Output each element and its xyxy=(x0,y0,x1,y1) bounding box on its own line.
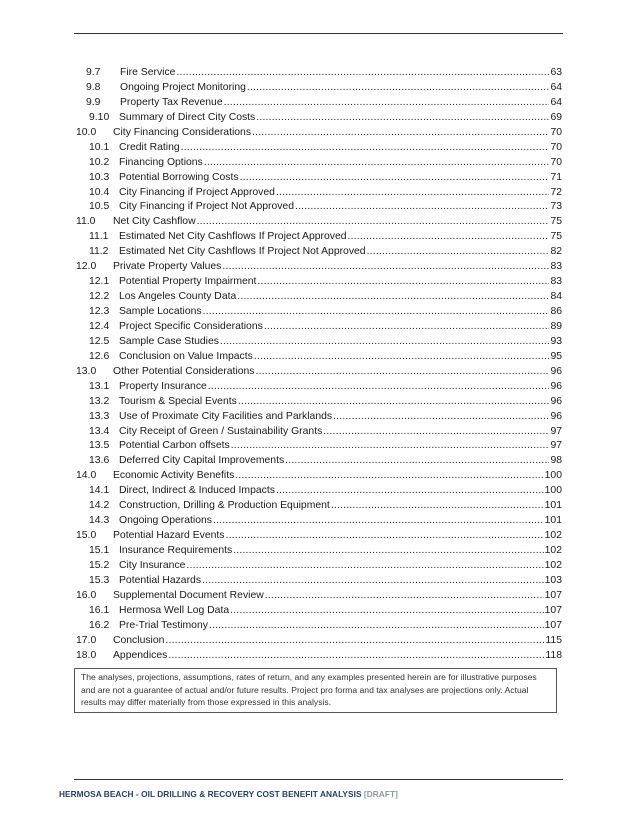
toc-entry-title: City Financing Considerations xyxy=(113,126,252,138)
toc-entry-page: 95 xyxy=(550,350,562,362)
toc-entry[interactable] xyxy=(76,186,562,201)
toc-entry-number: 13.5 xyxy=(89,440,110,452)
toc-entry-title: Private Property Values xyxy=(113,261,222,273)
toc-dot-leader xyxy=(240,171,550,186)
toc-entry-title: Direct, Indirect & Induced Impacts xyxy=(119,485,275,497)
toc-entry[interactable] xyxy=(76,499,562,514)
toc-entry-title: City Financing if Project Not Approved xyxy=(119,201,294,213)
toc-entry-title: Deferred City Capital Improvements xyxy=(119,455,285,467)
toc-entry-page: 118 xyxy=(545,649,562,661)
toc-entry[interactable] xyxy=(76,171,562,186)
toc-entry-number: 11.2 xyxy=(89,246,109,258)
toc-dot-leader xyxy=(323,425,549,440)
toc-entry-page: 107 xyxy=(544,604,562,616)
toc-dot-leader xyxy=(197,215,550,230)
toc-entry-title: Potential Property Impairment xyxy=(119,276,257,288)
toc-entry-page: 69 xyxy=(550,111,562,123)
toc-entry[interactable] xyxy=(76,335,562,350)
toc-entry-title: Sample Locations xyxy=(119,306,202,317)
toc-entry-page: 75 xyxy=(550,216,562,228)
toc-entry-page: 102 xyxy=(544,559,562,571)
toc-dot-leader xyxy=(276,484,544,499)
toc-entry-page: 72 xyxy=(550,186,562,198)
toc-entry-page: 96 xyxy=(550,395,562,407)
toc-entry-title: Use of Proximate City Facilities and Parklands xyxy=(119,410,333,422)
toc-entry-title: Pre-Trial Testimony xyxy=(119,619,208,631)
toc-entry-number: 9.8 xyxy=(86,81,101,93)
toc-entry-number: 17.0 xyxy=(76,634,97,646)
toc-dot-leader xyxy=(256,365,550,380)
footer-rule xyxy=(74,779,563,780)
toc-entry-title: Ongoing Operations xyxy=(119,515,212,527)
toc-entry-title: City Receipt of Green / Sustainability Grants xyxy=(119,425,323,437)
toc-entry-page: 101 xyxy=(544,500,562,512)
toc-entry-number: 13.0 xyxy=(76,365,97,377)
toc-entry-title: Property Tax Revenue xyxy=(120,96,223,108)
toc-dot-leader xyxy=(331,499,544,514)
toc-dot-leader xyxy=(225,529,543,544)
toc-entry[interactable] xyxy=(76,111,562,126)
toc-entry-number: 9.9 xyxy=(86,96,101,108)
toc-entry[interactable] xyxy=(76,514,562,529)
toc-entry-number: 12.0 xyxy=(76,261,97,273)
toc-dot-leader xyxy=(238,395,550,410)
toc-entry-number: 12.1 xyxy=(89,276,110,288)
toc-entry-number: 14.0 xyxy=(76,470,97,482)
toc-entry[interactable] xyxy=(76,200,562,215)
toc-entry[interactable] xyxy=(76,66,562,81)
toc-entry-page: 102 xyxy=(544,530,562,542)
toc-entry-title: Insurance Requirements xyxy=(119,545,233,556)
toc-entry[interactable] xyxy=(76,245,562,260)
toc-entry-title: Estimated Net City Cashflows If Project Approved xyxy=(119,231,347,243)
toc-entry-title: Conclusion xyxy=(113,634,165,646)
toc-entry-number: 14.2 xyxy=(89,500,110,512)
toc-entry[interactable] xyxy=(76,395,562,410)
toc-entry-title: Conclusion on Value Impacts xyxy=(119,350,253,362)
toc-entry-title: Property Insurance xyxy=(119,380,207,392)
toc-entry-number: 10.2 xyxy=(89,156,110,168)
toc-dot-leader xyxy=(224,96,550,111)
toc-entry-page: 82 xyxy=(550,246,562,258)
toc-entry-title: City Insurance xyxy=(119,559,186,571)
toc-entry-number: 16.2 xyxy=(89,619,110,631)
toc-entry-title: Project Specific Considerations xyxy=(119,320,263,332)
toc-dot-leader xyxy=(233,544,543,559)
toc-dot-leader xyxy=(252,126,549,141)
toc-entry-title: Financing Options xyxy=(119,156,203,168)
toc-entry-number: 12.3 xyxy=(89,306,110,317)
toc-entry[interactable] xyxy=(76,81,562,96)
toc-entry-number: 18.0 xyxy=(76,649,97,661)
toc-entry[interactable] xyxy=(76,634,562,649)
toc-entry-number: 12.6 xyxy=(89,350,110,362)
toc-entry-title: Credit Rating xyxy=(119,141,180,153)
toc-dot-leader xyxy=(220,335,550,350)
header-rule xyxy=(74,33,563,34)
toc-entry-number: 16.0 xyxy=(76,589,97,601)
toc-entry-page: 83 xyxy=(550,276,562,288)
toc-entry-number: 10.0 xyxy=(76,126,97,138)
toc-entry-title: Summary of Direct City Costs xyxy=(119,111,256,123)
toc-entry-page: 75 xyxy=(550,231,562,243)
toc-dot-leader xyxy=(213,514,544,529)
toc-entry-page: 102 xyxy=(544,545,562,556)
toc-entry[interactable] xyxy=(76,425,562,440)
toc-entry[interactable] xyxy=(76,619,562,634)
toc-entry-title: Hermosa Well Log Data xyxy=(119,604,230,616)
toc-entry-number: 11.1 xyxy=(89,231,109,243)
toc-entry[interactable] xyxy=(76,439,562,454)
toc-entry-page: 100 xyxy=(544,485,562,497)
toc-dot-leader xyxy=(333,410,549,425)
toc-entry-title: City Financing if Project Approved xyxy=(119,186,275,198)
toc-entry-number: 15.1 xyxy=(89,545,110,556)
toc-entry-page: 64 xyxy=(550,81,562,93)
toc-entry[interactable] xyxy=(76,320,562,335)
table-of-contents xyxy=(76,66,562,664)
toc-dot-leader xyxy=(256,111,549,126)
toc-entry[interactable] xyxy=(76,380,562,395)
toc-entry[interactable] xyxy=(76,260,562,275)
toc-entry-page: 107 xyxy=(544,619,562,631)
toc-entry-title: Economic Activity Benefits xyxy=(113,470,235,482)
toc-dot-leader xyxy=(231,439,550,454)
toc-entry-title: Potential Carbon offsets xyxy=(119,440,230,452)
toc-entry[interactable] xyxy=(76,529,562,544)
toc-dot-leader xyxy=(264,320,550,335)
toc-dot-leader xyxy=(295,200,549,215)
toc-entry-number: 16.1 xyxy=(89,604,110,616)
toc-entry-page: 97 xyxy=(550,425,562,437)
toc-entry-title: Net City Cashflow xyxy=(113,216,196,228)
toc-dot-leader xyxy=(265,589,544,604)
toc-entry[interactable] xyxy=(76,350,562,365)
toc-entry-number: 13.4 xyxy=(89,425,110,437)
toc-entry[interactable] xyxy=(76,469,562,484)
toc-entry[interactable] xyxy=(76,215,562,230)
toc-entry-number: 14.1 xyxy=(89,485,110,497)
toc-entry-title: Potential Hazard Events xyxy=(113,530,225,542)
toc-entry[interactable] xyxy=(76,604,562,619)
disclaimer-box xyxy=(74,668,557,713)
toc-entry[interactable] xyxy=(76,96,562,111)
toc-entry[interactable] xyxy=(76,126,562,141)
toc-entry-title: Other Potential Considerations xyxy=(113,365,255,377)
toc-entry[interactable] xyxy=(76,156,562,171)
toc-entry-page: 103 xyxy=(544,574,562,586)
toc-entry-number: 12.2 xyxy=(89,291,110,303)
toc-entry-title: Construction, Drilling & Production Equipment xyxy=(119,500,330,512)
toc-entry[interactable] xyxy=(76,290,562,305)
toc-entry[interactable] xyxy=(76,365,562,380)
toc-entry[interactable] xyxy=(76,275,562,290)
toc-entry-number: 12.4 xyxy=(89,320,110,332)
toc-entry-title: Potential Borrowing Costs xyxy=(119,171,239,183)
toc-entry-title: Fire Service xyxy=(120,67,176,78)
toc-dot-leader xyxy=(367,245,550,260)
toc-entry-title: Sample Case Studies xyxy=(119,335,219,347)
toc-dot-leader xyxy=(276,186,550,201)
toc-dot-leader xyxy=(209,619,544,634)
toc-entry[interactable] xyxy=(76,230,562,245)
toc-entry[interactable] xyxy=(76,141,562,156)
footer-title: HERMOSA BEACH - OIL DRILLING & RECOVERY COST BENEFIT ANALYSIS xyxy=(59,789,362,799)
toc-entry-page: 96 xyxy=(550,365,562,377)
toc-entry[interactable] xyxy=(76,484,562,499)
toc-dot-leader xyxy=(204,156,550,171)
toc-entry[interactable] xyxy=(76,574,562,589)
toc-entry-number: 9.7 xyxy=(86,67,101,78)
toc-entry[interactable] xyxy=(76,649,562,664)
toc-entry-page: 96 xyxy=(550,410,562,422)
toc-entry-page: 100 xyxy=(544,470,562,482)
toc-entry-title: Los Angeles County Data xyxy=(119,291,237,303)
toc-entry-number: 11.0 xyxy=(76,216,96,228)
toc-entry-page: 96 xyxy=(550,380,562,392)
disclaimer-text: The analyses, projections, assumptions, rates of return, and any examples presented herein are for illustrative purposes and are not a guarantee of actual and/or future results. Project pro forma and tax analyses are projections only. Actual results may differ materially from those expressed in this analysis. xyxy=(81,672,537,707)
toc-entry-number: 15.0 xyxy=(76,530,97,542)
toc-dot-leader xyxy=(348,230,550,245)
toc-entry-page: 73 xyxy=(550,201,562,213)
toc-entry-page: 64 xyxy=(550,96,562,108)
toc-entry-title: Supplemental Document Review xyxy=(113,589,264,601)
toc-dot-leader xyxy=(254,350,550,365)
toc-dot-leader xyxy=(176,66,549,81)
toc-dot-leader xyxy=(186,559,543,574)
toc-entry[interactable] xyxy=(76,559,562,574)
toc-entry-title: Potential Hazards xyxy=(119,574,202,586)
toc-entry-number: 14.3 xyxy=(89,515,110,527)
toc-entry-number: 10.5 xyxy=(89,201,110,213)
toc-entry-title: Appendices xyxy=(113,649,168,661)
toc-dot-leader xyxy=(181,141,550,156)
page-footer xyxy=(59,789,398,799)
toc-dot-leader xyxy=(165,634,544,649)
toc-entry-number: 15.3 xyxy=(89,574,110,586)
toc-dot-leader xyxy=(230,604,544,619)
toc-dot-leader xyxy=(257,275,549,290)
toc-dot-leader xyxy=(247,81,550,96)
toc-entry-title: Tourism & Special Events xyxy=(119,395,237,407)
toc-entry-number: 10.1 xyxy=(89,141,110,153)
toc-dot-leader xyxy=(285,454,549,469)
toc-entry-page: 97 xyxy=(550,440,562,452)
toc-dot-leader xyxy=(202,574,544,589)
toc-entry-page: 98 xyxy=(550,455,562,467)
toc-entry-page: 86 xyxy=(550,306,562,317)
toc-dot-leader xyxy=(237,290,549,305)
footer-draft-tag: [DRAFT] xyxy=(363,789,398,799)
toc-entry-number: 13.3 xyxy=(89,410,110,422)
toc-entry-page: 107 xyxy=(544,589,562,601)
toc-entry-page: 101 xyxy=(544,515,562,527)
toc-entry[interactable] xyxy=(76,544,562,559)
toc-dot-leader xyxy=(208,380,550,395)
toc-entry-number: 15.2 xyxy=(89,559,110,571)
toc-entry-number: 10.4 xyxy=(89,186,110,198)
toc-entry-number: 13.2 xyxy=(89,395,110,407)
toc-entry[interactable] xyxy=(76,305,562,320)
toc-entry-page: 83 xyxy=(550,261,562,273)
toc-entry-number: 10.3 xyxy=(89,171,110,183)
toc-entry-page: 70 xyxy=(550,141,562,153)
toc-entry-number: 13.1 xyxy=(89,380,110,392)
toc-dot-leader xyxy=(235,469,543,484)
toc-entry-number: 9.10 xyxy=(89,111,110,123)
toc-entry-page: 84 xyxy=(550,291,562,303)
toc-entry-page: 115 xyxy=(545,634,562,646)
toc-entry-page: 93 xyxy=(550,335,562,347)
toc-entry-page: 70 xyxy=(550,156,562,168)
toc-entry-number: 12.5 xyxy=(89,335,110,347)
toc-dot-leader xyxy=(168,649,544,664)
toc-entry-page: 70 xyxy=(550,126,562,138)
toc-entry-page: 71 xyxy=(550,171,562,183)
toc-entry-page: 89 xyxy=(550,320,562,332)
toc-entry-number: 13.6 xyxy=(89,455,110,467)
toc-entry-title: Estimated Net City Cashflows If Project Not Approved xyxy=(119,246,366,258)
toc-entry[interactable] xyxy=(76,410,562,425)
toc-dot-leader xyxy=(203,305,550,320)
toc-entry-page: 63 xyxy=(550,67,562,78)
toc-entry[interactable] xyxy=(76,454,562,469)
toc-entry-title: Ongoing Project Monitoring xyxy=(120,81,246,93)
toc-dot-leader xyxy=(222,260,549,275)
toc-entry[interactable] xyxy=(76,589,562,604)
